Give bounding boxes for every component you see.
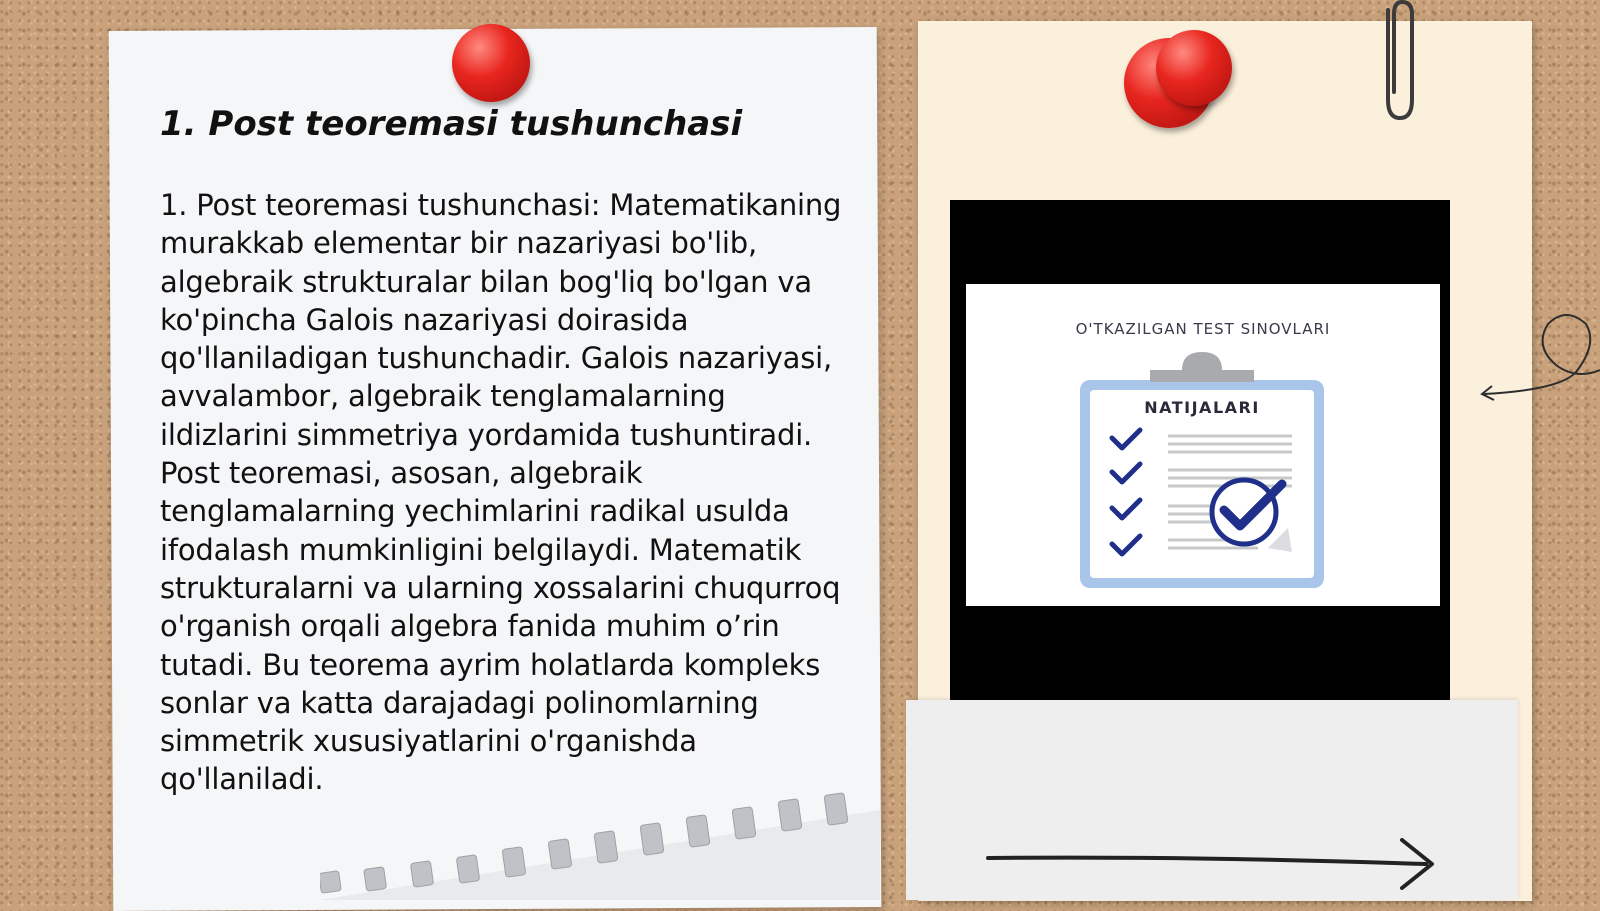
page-title: 1. Post teoremasi tushunchasi — [160, 104, 743, 144]
test-results-image — [966, 284, 1440, 606]
torn-paper-edge — [320, 790, 880, 900]
clipboard-label: NATIJALARI — [1144, 398, 1260, 417]
clipboard-icon — [1078, 352, 1326, 590]
paperclip-icon — [1374, 0, 1424, 125]
pushpin-left-icon — [452, 24, 530, 102]
image-title: O'TKAZILGAN TEST SINOVLARI — [1075, 320, 1331, 338]
pushpin-right-front-icon — [1156, 30, 1232, 106]
image-frame — [950, 200, 1450, 700]
curly-arrow-icon — [1476, 310, 1600, 410]
arrow-right-icon — [986, 836, 1448, 892]
body-paragraph: 1. Post teoremasi tushunchasi: Matematikaning murakkab elementar bir nazariyasi bo'lib, algebraik strukturalar bilan bog'liq bo'lgan va ko'pincha Galois nazariyasi doirasida qo'llaniladigan tushunchadir. Galois nazariyasi, avvalambor, algebraik tenglamalarning ildizlarini simmetriya yordamida tushuntiradi. Post teoremasi, asosan, algebraik tenglamalarning yechimlarini radikal usulda ifodalash mumkinligini belgilaydi. Matematik strukturalarni va ularning xossalarini chuqurroq o'rganish orqali algebra fanida muhim o’rin tutadi. Bu teorema ayrim holatlarda kompleks sonlar va katta darajadagi polinomlarning simmetrik xususiyatlarini o'rganishda qo'llaniladi. — [160, 188, 842, 797]
